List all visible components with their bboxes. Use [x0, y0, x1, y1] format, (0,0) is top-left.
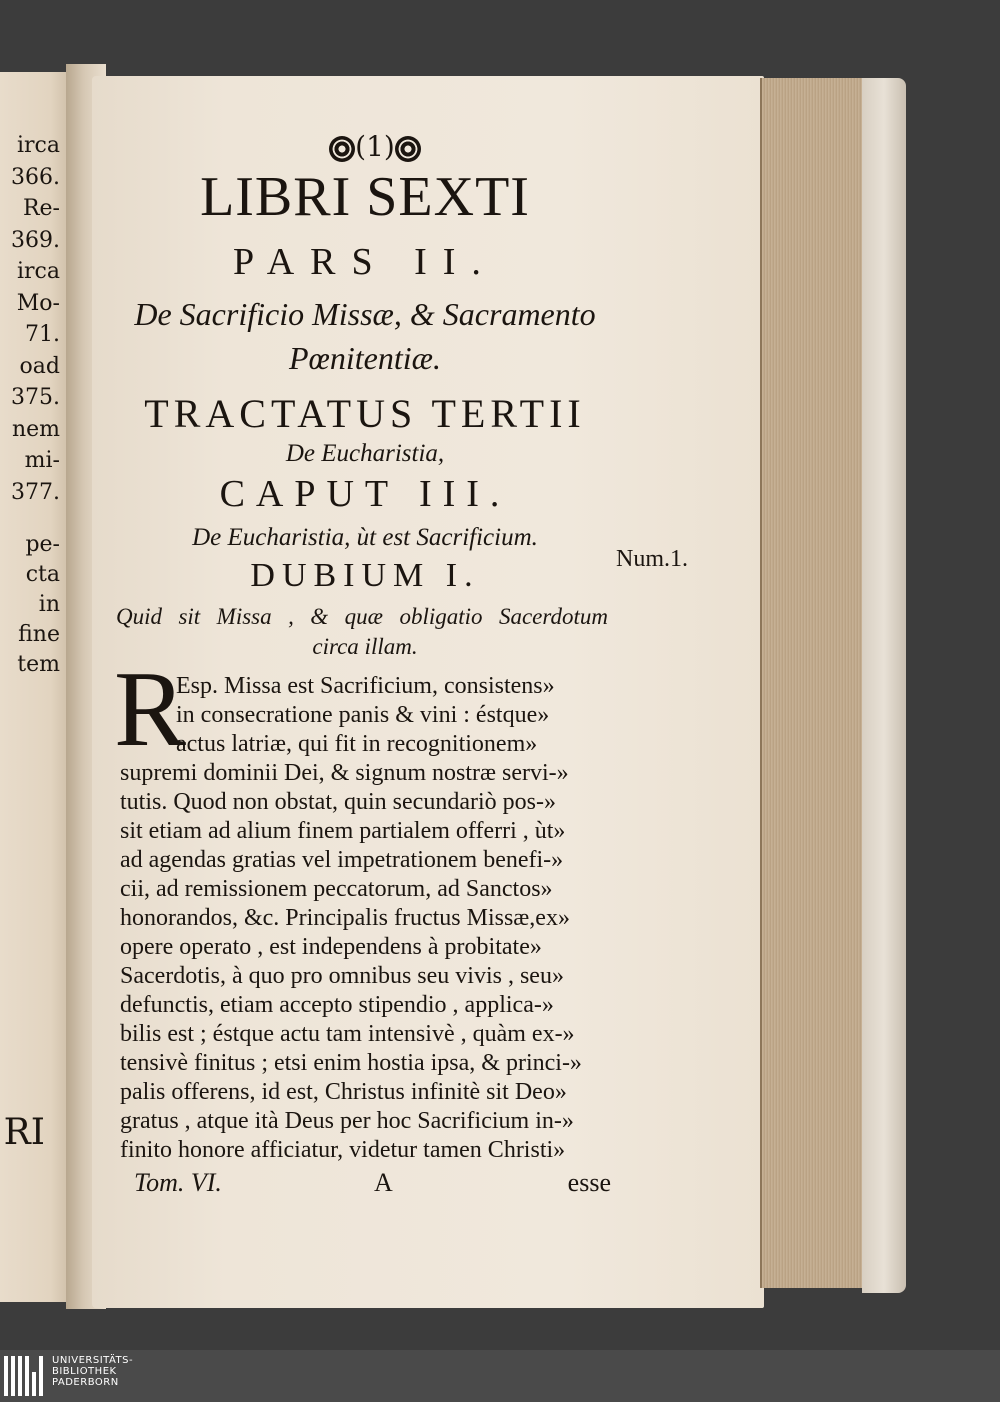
- left-line: 375.: [11, 385, 60, 410]
- caput-subtitle: De Eucharistia, ùt est Sacrificium.: [192, 524, 538, 551]
- library-name-line3: PADERBORN: [52, 1377, 119, 1388]
- body-line: actus latriæ, qui fit in recognitionem»: [176, 731, 538, 757]
- left-line: mi-: [24, 448, 60, 473]
- page-number: (1): [355, 130, 395, 163]
- body-line: supremi dominii Dei, & signum nostræ servi-»: [120, 760, 569, 786]
- library-footer-bar: [0, 1350, 1000, 1402]
- left-line: 71.: [25, 322, 60, 347]
- body-line: tensivè finitus ; etsi enim hostia ipsa, & princi-»: [120, 1050, 582, 1076]
- signature-letter: A: [374, 1168, 393, 1197]
- book-title: LIBRI SEXTI: [200, 166, 530, 228]
- body-line: honorandos, &c. Principalis fructus Missæ,ex»: [120, 905, 570, 931]
- question-line2: circa illam.: [312, 634, 418, 659]
- left-line: in: [38, 592, 60, 617]
- left-line: 377.: [11, 479, 60, 505]
- body-line: tutis. Quod non obstat, quin secundariò pos-»: [120, 789, 556, 815]
- library-name-line1: UNIVERSITÄTS-: [52, 1355, 134, 1366]
- body-line: in consecratione panis & vini : éstque»: [176, 702, 550, 728]
- part-subtitle-line1: De Sacrificio Missæ, & Sacramento: [134, 296, 596, 332]
- book-cover-edge: [862, 78, 906, 1293]
- left-line: oad: [19, 353, 60, 379]
- margin-note: Num.1.: [616, 546, 688, 572]
- left-line: tem: [17, 652, 60, 677]
- rosette-ornament-icon: [329, 136, 355, 162]
- left-line: nem: [11, 416, 60, 442]
- body-line: finito honore afficiatur, videtur tamen Christi»: [120, 1137, 566, 1163]
- library-name-line2: BIBLIOTHEK: [52, 1366, 117, 1377]
- body-line: Sacerdotis, à quo pro omnibus seu vivis , seu»: [120, 963, 564, 989]
- left-line: Re-: [22, 196, 60, 221]
- caput-heading: CAPUT III.: [219, 473, 511, 515]
- left-line: irca: [17, 133, 60, 158]
- library-logo-icon: [4, 1356, 44, 1396]
- body-line: cii, ad remissionem peccatorum, ad Sanctos»: [120, 876, 553, 902]
- body-text: [120, 672, 606, 1165]
- body-line: palis offerens, id est, Christus infinitè sit Deo»: [120, 1079, 567, 1105]
- library-name: [52, 1355, 133, 1388]
- left-line: irca: [17, 259, 60, 284]
- rosette-ornament-icon: [395, 136, 421, 162]
- catchword: esse: [567, 1168, 611, 1197]
- left-line: cta: [25, 562, 60, 587]
- tractatus-subtitle: De Eucharistia,: [285, 440, 445, 467]
- left-line: fine: [18, 622, 60, 647]
- left-page-text-mid: [0, 530, 60, 680]
- part-subtitle-line2: Pœnitentiæ.: [289, 340, 441, 376]
- page-number-header: [300, 130, 450, 163]
- body-line: bilis est ; éstque actu tam intensivè , quàm ex-»: [120, 1021, 575, 1047]
- left-line: pe-: [25, 532, 60, 557]
- question-line1: Quid sit Missa , & quæ obligatio Sacerdotum: [116, 604, 608, 629]
- page-footer: [126, 1168, 611, 1202]
- left-line: 366.: [11, 164, 60, 190]
- drop-cap: R: [114, 650, 187, 769]
- left-line: Mo-: [16, 290, 60, 316]
- body-line: sit etiam ad alium finem partialem offerri , ùt»: [120, 818, 566, 844]
- page-edges: [760, 78, 872, 1288]
- body-line: Esp. Missa est Sacrificium, consistens»: [176, 673, 555, 699]
- part-heading: PARS II.: [233, 241, 497, 283]
- left-page-text: [0, 130, 60, 508]
- left-line: 369.: [11, 227, 60, 253]
- dubium-heading: DUBIUM I.: [250, 557, 480, 594]
- volume-signature: Tom. VI.: [134, 1168, 222, 1197]
- tractatus-heading: TRACTATUS TERTII: [144, 391, 586, 436]
- body-line: opere operato , est independens à probitate»: [120, 934, 542, 960]
- body-line: defunctis, etiam accepto stipendio , applica-»: [120, 992, 554, 1018]
- left-page-fragment: RI: [3, 1112, 45, 1153]
- body-line: ad agendas gratias vel impetrationem benefi-»: [120, 847, 564, 873]
- body-line: gratus , atque ità Deus per hoc Sacrificium in-»: [120, 1108, 574, 1134]
